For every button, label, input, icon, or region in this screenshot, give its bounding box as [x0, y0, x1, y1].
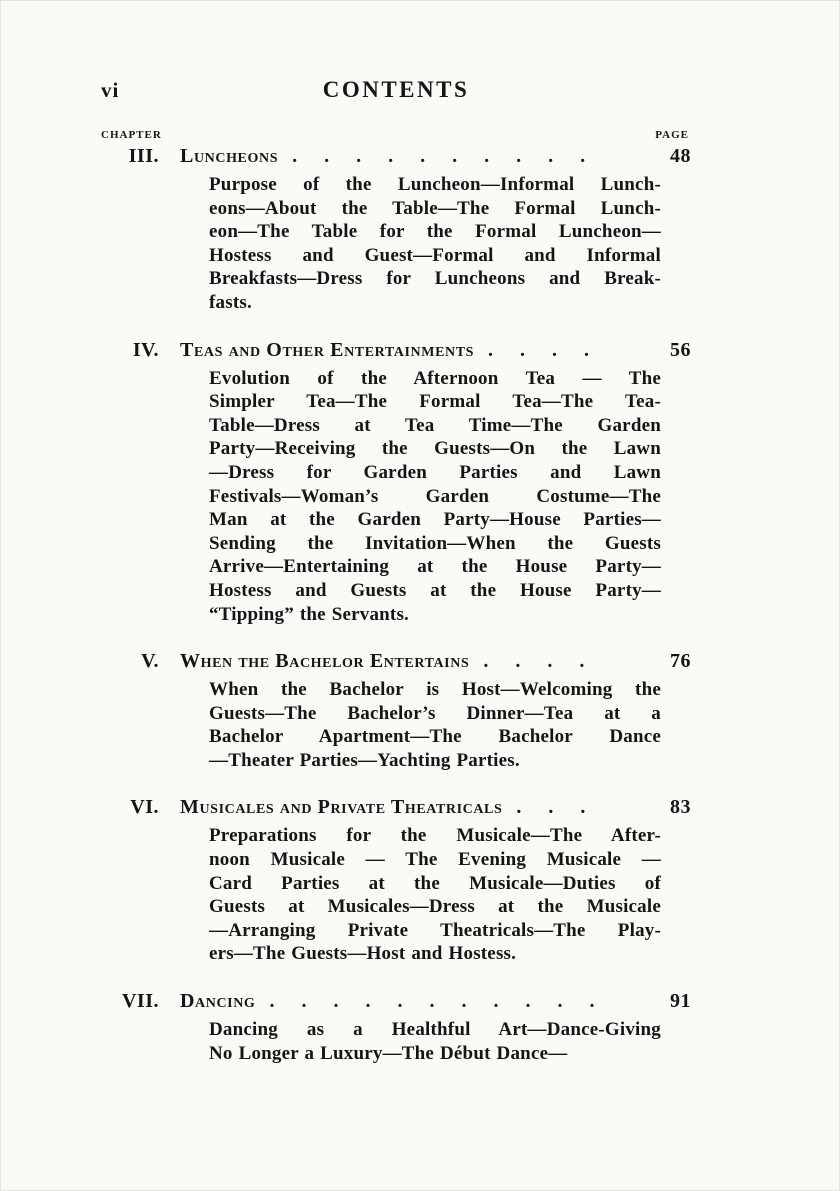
chapter-heading-row: [101, 796, 691, 819]
description-line: Party—Receiving the Guests—On the Lawn: [209, 438, 661, 460]
chapter-numeral: V.: [141, 650, 159, 673]
chapter-title: Teas and Other Entertainments: [180, 338, 475, 361]
description-line: Purpose of the Luncheon—Informal Lunch-: [209, 174, 661, 195]
chapter-page-number: 91: [670, 990, 691, 1013]
description-line: eon—The Table for the Formal Luncheon—: [209, 221, 661, 243]
chapter-description: [209, 1018, 661, 1065]
chapter-column-label: CHAPTER: [101, 129, 162, 141]
chapter-title: Dancing: [180, 990, 256, 1013]
chapter-title: Musicales and Private Theatricals: [180, 796, 503, 819]
description-line: Preparations for the Musicale—The After-: [209, 825, 661, 847]
column-labels: [101, 129, 691, 141]
chapter-numeral: IV.: [132, 338, 159, 361]
chapter-heading-row: [101, 339, 691, 362]
description-line: —Arranging Private Theatricals—The Play-: [209, 919, 661, 941]
description-line: Dancing as a Healthful Art—Dance-Giving: [209, 1019, 661, 1041]
leader-dots: . . . . . . . . . .: [292, 145, 586, 167]
chapter-heading-row: [101, 650, 691, 673]
toc-chapter: [101, 339, 691, 627]
description-line: Table—Dress at Tea Time—The Garden: [209, 414, 661, 436]
chapter-description: [209, 678, 661, 772]
page-title: CONTENTS: [322, 77, 470, 102]
chapter-numeral: III.: [128, 145, 159, 167]
page-header: [101, 77, 691, 103]
description-line: eons—About the Table—The Formal Lunch-: [209, 197, 661, 219]
description-line: Breakfasts—Dress for Luncheons and Break-: [209, 268, 661, 290]
chapter-page-number: 76: [670, 650, 691, 673]
table-of-contents: [101, 145, 691, 1065]
description-line: Hostess and Guest—Formal and Informal: [209, 244, 661, 266]
description-line: Card Parties at the Musicale—Duties of: [209, 872, 661, 894]
chapter-page-number: 56: [670, 338, 691, 361]
description-line: noon Musicale — The Evening Musicale —: [209, 849, 661, 871]
chapter-numeral: VII.: [121, 990, 159, 1013]
chapter-title: Luncheons: [180, 145, 279, 167]
chapter-heading-row: [101, 990, 691, 1013]
description-line: —Dress for Garden Parties and Lawn: [209, 461, 661, 483]
folio-number: vi: [101, 78, 120, 102]
chapter-description: [209, 173, 661, 315]
description-line: Hostess and Guests at the House Party—: [209, 579, 661, 601]
description-line: Bachelor Apartment—The Bachelor Dance: [209, 726, 661, 748]
chapter-title: When the Bachelor Entertains: [180, 650, 470, 673]
chapter-heading-row: [101, 145, 691, 168]
description-line: Festivals—Woman’s Garden Costume—The: [209, 485, 661, 507]
description-line: Guests—The Bachelor’s Dinner—Tea at a: [209, 702, 661, 724]
description-line: Arrive—Entertaining at the House Party—: [209, 556, 661, 578]
toc-chapter: [101, 650, 691, 772]
book-page: [1, 1, 839, 1190]
description-line: Simpler Tea—The Formal Tea—The Tea-: [209, 391, 661, 413]
leader-dots: . . .: [516, 796, 586, 819]
leader-dots: . . . . . . . . . . .: [269, 990, 595, 1013]
chapter-page-number: 83: [670, 796, 691, 819]
chapter-numeral: VI.: [130, 796, 159, 819]
description-line: ers—The Guests—Host and Hostess.: [209, 943, 517, 965]
leader-dots: . . . .: [483, 650, 585, 673]
toc-chapter: [101, 145, 691, 315]
description-line: “Tipping” the Servants.: [209, 603, 409, 625]
description-line: fasts.: [209, 291, 252, 313]
page-column-label: PAGE: [655, 129, 689, 141]
chapter-page-number: 48: [670, 145, 691, 167]
description-line: Man at the Garden Party—House Parties—: [209, 509, 661, 531]
toc-chapter: [101, 990, 691, 1065]
description-line: Evolution of the Afternoon Tea — The: [209, 367, 661, 389]
chapter-description: [209, 824, 661, 966]
description-line: —Theater Parties—Yachting Parties.: [209, 749, 520, 771]
description-line: Sending the Invitation—When the Guests: [209, 532, 661, 554]
description-line: No Longer a Luxury—The Début Dance—: [209, 1042, 568, 1064]
toc-chapter: [101, 796, 691, 966]
description-line: Guests at Musicales—Dress at the Musicale: [209, 896, 661, 918]
leader-dots: . . . .: [488, 338, 590, 361]
description-line: When the Bachelor is Host—Welcoming the: [209, 679, 661, 701]
chapter-description: [209, 367, 661, 627]
